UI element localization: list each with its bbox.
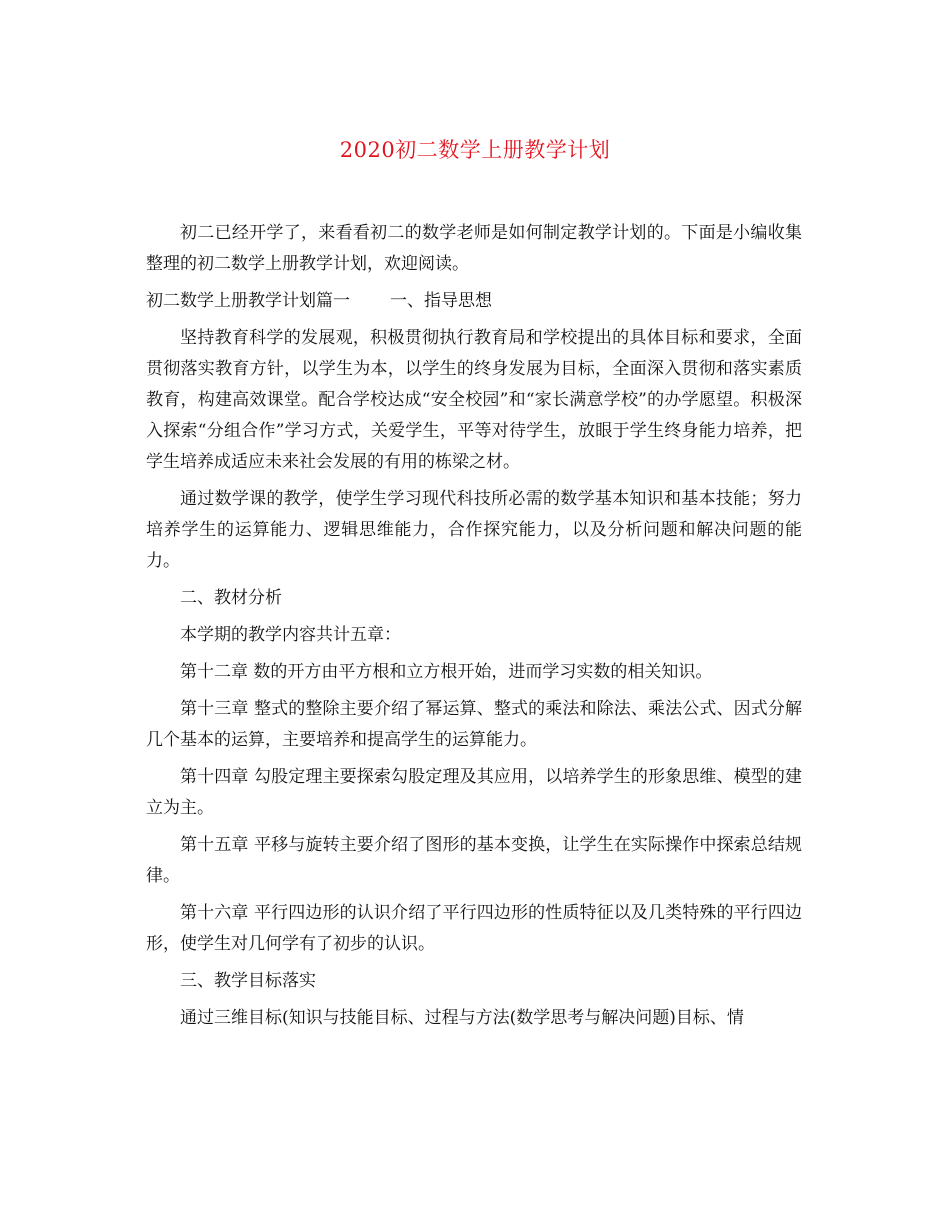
plan-heading-line: [146, 286, 802, 317]
chapter-paragraph: 第十五章 平移与旋转主要介绍了图形的基本变换，让学生在实际操作中探索总结规律。: [146, 835, 802, 886]
section2-intro: 本学期的教学内容共计五章：: [180, 625, 401, 645]
document-body: [146, 218, 802, 1034]
section1-heading: 一、指导思想: [390, 291, 492, 311]
intro-paragraph: 初二已经开学了，来看看初二的数学老师是如何制定教学计划的。下面是小编收集整理的初二数学上册教学计划，欢迎阅读。: [146, 223, 802, 274]
chapter-paragraph: 第十二章 数的开方由平方根和立方根开始，进而学习实数的相关知识。: [180, 662, 713, 682]
section2-heading: 二、教材分析: [180, 588, 282, 608]
chapter-paragraph: 第十三章 整式的整除主要介绍了幂运算、整式的乘法和除法、乘法公式、因式分解几个基本的运算，主要培养和提高学生的运算能力。: [146, 699, 802, 750]
section1-paragraph-1: 坚持教育科学的发展观，积极贯彻执行教育局和学校提出的具体目标和要求，全面贯彻落实教育方针，以学生为本，以学生的终身发展为目标，全面深入贯彻和落实素质教育，构建高效课堂。配合学校达成“安全校园”和“家长满意学校”的办学愿望。积极深入探索“分组合作”学习方式，关爱学生，平等对待学生，放眼于学生终身能力培养，把学生培养成适应未来社会发展的有用的栋梁之材。: [146, 328, 802, 472]
chapter-paragraph: 第十四章 勾股定理主要探索勾股定理及其应用，以培养学生的形象思维、模型的建立为主。: [146, 767, 802, 818]
document-title: 2020初二数学上册教学计划: [339, 138, 611, 162]
chapter-paragraph: 第十六章 平行四边形的认识介绍了平行四边形的性质特征以及几类特殊的平行四边形，使学生对几何学有了初步的认识。: [146, 903, 802, 954]
section3-heading: 三、教学目标落实: [180, 971, 316, 991]
section3-paragraph-1: 通过三维目标(知识与技能目标、过程与方法(数学思考与解决问题)目标、情: [180, 1008, 744, 1028]
plan-label: 初二数学上册教学计划篇一: [146, 291, 350, 311]
section1-paragraph-2: 通过数学课的教学，使学生学习现代科技所必需的数学基本知识和基本技能；努力培养学生的运算能力、逻辑思维能力，合作探究能力，以及分析问题和解决问题的能力。: [146, 489, 802, 571]
